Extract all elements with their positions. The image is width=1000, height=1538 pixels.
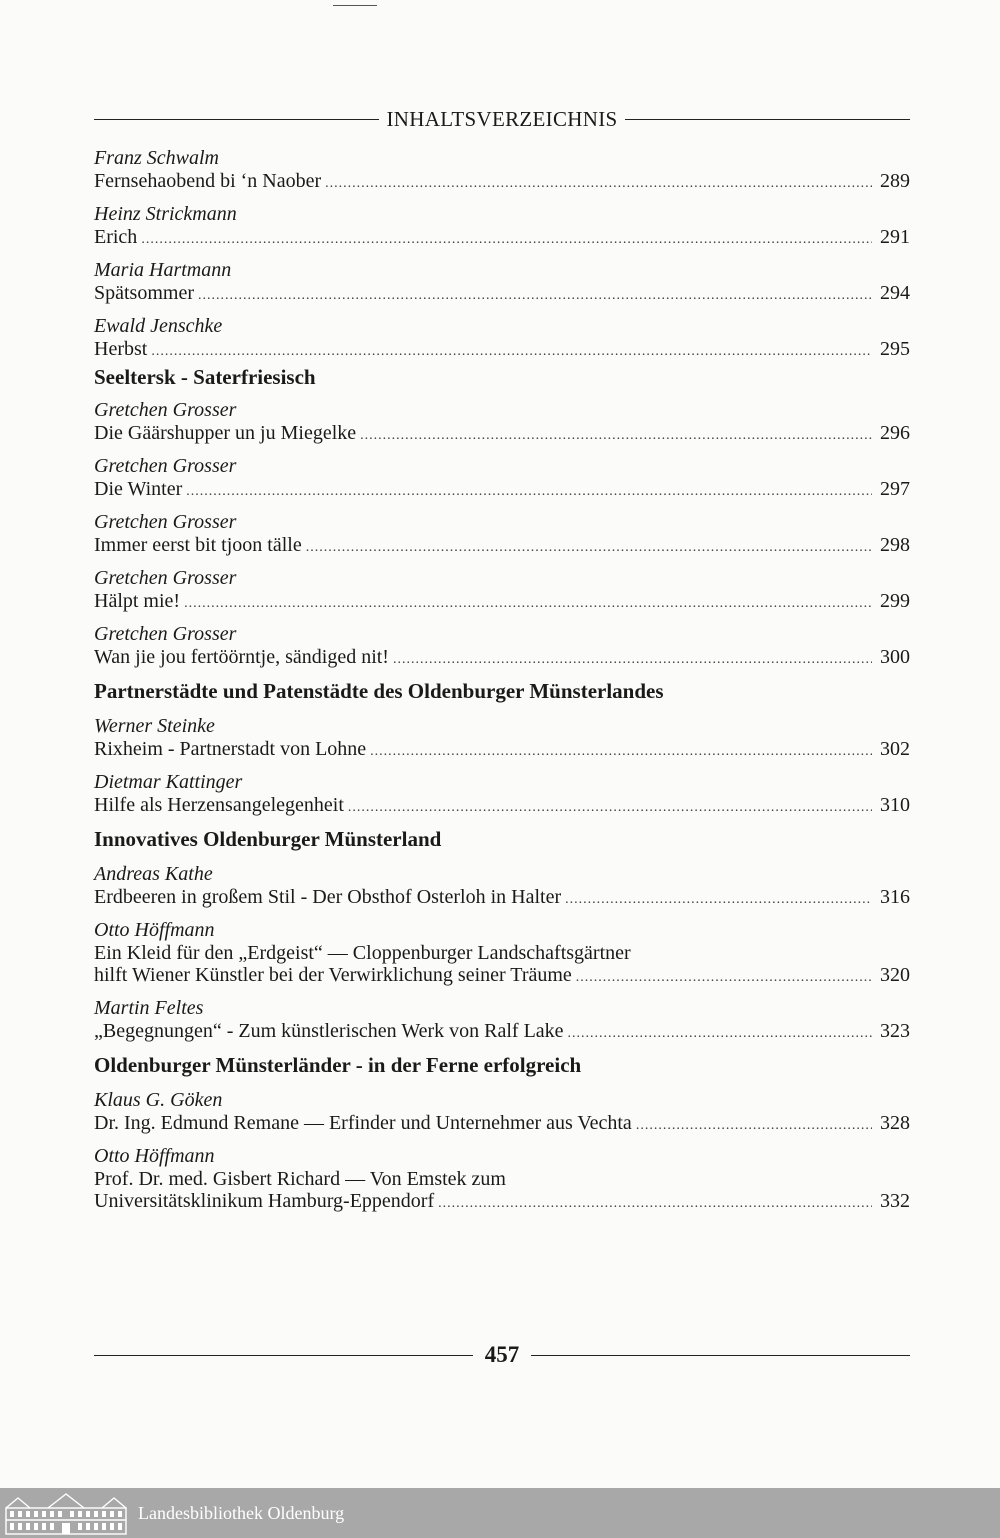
library-name[interactable]: Landesbibliothek Oldenburg bbox=[138, 1502, 345, 1523]
entry-line[interactable] bbox=[94, 1190, 910, 1212]
entry-page: 291 bbox=[880, 226, 910, 248]
entry-title: Hilfe als Herzensangelegenheit bbox=[94, 794, 344, 816]
footer-rule-right bbox=[531, 1355, 910, 1356]
entry-line[interactable] bbox=[94, 282, 910, 304]
entry-page: 320 bbox=[880, 964, 910, 986]
entry-author: Martin Feltes bbox=[94, 997, 204, 1019]
entry-line[interactable] bbox=[94, 646, 910, 668]
toc-entry bbox=[94, 1088, 910, 1134]
entry-page: 323 bbox=[880, 1020, 910, 1042]
entry-author: Gretchen Grosser bbox=[94, 567, 237, 589]
leader-dots bbox=[151, 341, 872, 363]
section-heading: Seeltersk - Saterfriesisch bbox=[94, 365, 316, 389]
section-heading: Oldenburger Münsterländer - in der Ferne erfolgreich bbox=[94, 1053, 582, 1077]
entry-title: Wan jie jou fertöörntje, sändiged nit! bbox=[94, 646, 389, 668]
toc-entry bbox=[94, 454, 910, 500]
entry-title-line-2: Universitätsklinikum Hamburg-Eppendorf bbox=[94, 1190, 435, 1212]
leader-dots bbox=[184, 593, 872, 615]
entry-page: 300 bbox=[880, 646, 910, 668]
section-heading: Innovatives Oldenburger Münsterland bbox=[94, 827, 442, 851]
entry-author: Otto Höffmann bbox=[94, 1145, 215, 1167]
entry-title: Dr. Ing. Edmund Remane — Erfinder und Unternehmer aus Vechta bbox=[94, 1112, 632, 1134]
leader-dots bbox=[186, 481, 872, 503]
leader-dots bbox=[360, 425, 872, 447]
entry-line[interactable] bbox=[94, 794, 910, 816]
entry-title-line-1[interactable]: Ein Kleid für den „Erdgeist“ — Cloppenburger Landschaftsgärtner bbox=[94, 942, 631, 964]
toc-entry bbox=[94, 566, 910, 612]
entry-author: Gretchen Grosser bbox=[94, 455, 237, 477]
entry-line[interactable] bbox=[94, 534, 910, 556]
entry-title: Die Winter bbox=[94, 478, 183, 500]
entry-line[interactable] bbox=[94, 738, 910, 760]
entry-author: Maria Hartmann bbox=[94, 259, 232, 281]
toc-entry bbox=[94, 622, 910, 668]
page-number: 457 bbox=[484, 1342, 520, 1367]
library-banner bbox=[0, 1488, 1000, 1538]
entry-line[interactable] bbox=[94, 590, 910, 612]
toc-entry bbox=[94, 510, 910, 556]
section-heading: Partnerstädte und Patenstädte des Oldenburger Münsterlandes bbox=[94, 679, 664, 703]
entry-line[interactable] bbox=[94, 1020, 910, 1042]
entry-title: Spätsommer bbox=[94, 282, 194, 304]
entry-line[interactable] bbox=[94, 478, 910, 500]
entry-author: Klaus G. Göken bbox=[94, 1089, 223, 1111]
page-title: INHALTSVERZEICHNIS bbox=[386, 106, 618, 131]
leader-dots bbox=[568, 1023, 872, 1045]
leader-dots bbox=[438, 1193, 872, 1215]
toc-entry bbox=[94, 202, 910, 248]
entry-page: 299 bbox=[880, 590, 910, 612]
entry-title: Erdbeeren in großem Stil - Der Obsthof Osterloh in Halter bbox=[94, 886, 562, 908]
toc-entry bbox=[94, 258, 910, 304]
entry-author: Andreas Kathe bbox=[94, 863, 213, 885]
entry-author: Gretchen Grosser bbox=[94, 511, 237, 533]
top-edge-mark bbox=[333, 5, 377, 6]
entry-page: 310 bbox=[880, 794, 910, 816]
entry-page: 302 bbox=[880, 738, 910, 760]
leader-dots bbox=[576, 967, 872, 989]
entry-title: „Begegnungen“ - Zum künstlerischen Werk von Ralf Lake bbox=[94, 1020, 564, 1042]
leader-dots bbox=[393, 649, 872, 671]
entry-page: 328 bbox=[880, 1112, 910, 1134]
entry-line[interactable] bbox=[94, 964, 910, 986]
entry-title-line-2: hilft Wiener Künstler bei der Verwirklichung seiner Träume bbox=[94, 964, 572, 986]
entry-title: Erich bbox=[94, 226, 138, 248]
entry-title-line-1[interactable]: Prof. Dr. med. Gisbert Richard — Von Emstek zum bbox=[94, 1168, 506, 1190]
leader-dots bbox=[198, 285, 872, 307]
leader-dots bbox=[306, 537, 872, 559]
toc-entry bbox=[94, 862, 910, 908]
page-header bbox=[94, 104, 910, 134]
entry-author: Gretchen Grosser bbox=[94, 623, 237, 645]
toc-entry bbox=[94, 918, 910, 986]
leader-dots bbox=[325, 173, 872, 195]
leader-dots bbox=[565, 889, 872, 911]
toc-entry bbox=[94, 146, 910, 192]
entry-author: Gretchen Grosser bbox=[94, 399, 237, 421]
table-of-contents bbox=[94, 146, 910, 1222]
leader-dots bbox=[370, 741, 872, 763]
toc-entry bbox=[94, 770, 910, 816]
toc-entry bbox=[94, 1144, 910, 1212]
header-rule-left bbox=[94, 119, 379, 120]
entry-title: Immer eerst bit tjoon tälle bbox=[94, 534, 302, 556]
entry-page: 316 bbox=[880, 886, 910, 908]
entry-line[interactable] bbox=[94, 170, 910, 192]
entry-author: Heinz Strickmann bbox=[94, 203, 237, 225]
toc-entry bbox=[94, 314, 910, 360]
entry-line[interactable] bbox=[94, 886, 910, 908]
library-building-icon bbox=[4, 1490, 128, 1536]
entry-line[interactable] bbox=[94, 226, 910, 248]
entry-line[interactable] bbox=[94, 1112, 910, 1134]
leader-dots bbox=[636, 1115, 872, 1137]
page-footer bbox=[94, 1340, 910, 1370]
footer-rule-left bbox=[94, 1355, 473, 1356]
entry-page: 297 bbox=[880, 478, 910, 500]
entry-title: Fernsehaobend bi ‘n Naober bbox=[94, 170, 322, 192]
entry-page: 298 bbox=[880, 534, 910, 556]
entry-author: Ewald Jenschke bbox=[94, 315, 223, 337]
entry-author: Werner Steinke bbox=[94, 715, 215, 737]
entry-line[interactable] bbox=[94, 422, 910, 444]
entry-author: Dietmar Kattinger bbox=[94, 771, 243, 793]
toc-entry bbox=[94, 996, 910, 1042]
entry-author: Otto Höffmann bbox=[94, 919, 215, 941]
entry-title: Hälpt mie! bbox=[94, 590, 181, 612]
entry-title: Die Gäärshupper un ju Miegelke bbox=[94, 422, 357, 444]
entry-page: 296 bbox=[880, 422, 910, 444]
entry-author: Franz Schwalm bbox=[94, 147, 219, 169]
entry-page: 294 bbox=[880, 282, 910, 304]
leader-dots bbox=[141, 229, 872, 251]
header-rule-right bbox=[625, 119, 910, 120]
entry-page: 295 bbox=[880, 338, 910, 360]
entry-page: 332 bbox=[880, 1190, 910, 1212]
entry-line[interactable] bbox=[94, 338, 910, 360]
toc-entry bbox=[94, 714, 910, 760]
entry-page: 289 bbox=[880, 170, 910, 192]
leader-dots bbox=[348, 797, 872, 819]
entry-title: Rixheim - Partnerstadt von Lohne bbox=[94, 738, 367, 760]
toc-entry bbox=[94, 398, 910, 444]
entry-title: Herbst bbox=[94, 338, 148, 360]
